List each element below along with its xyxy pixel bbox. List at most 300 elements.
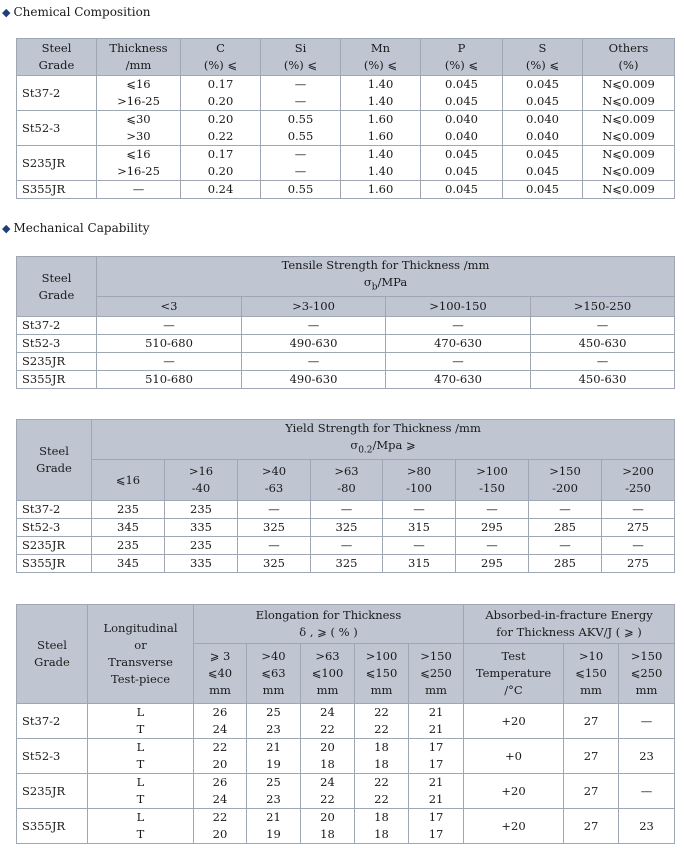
value-cell	[583, 181, 675, 199]
cell-line: 22	[212, 740, 228, 754]
column-header	[261, 39, 341, 76]
value-cell: 345	[92, 555, 165, 573]
tensile-unit	[97, 274, 674, 296]
value-cell: 345	[92, 519, 165, 537]
cell-line: 0.17	[207, 77, 234, 91]
value-cell	[194, 774, 247, 809]
energy-column-header	[619, 644, 675, 704]
grade-header	[17, 420, 92, 501]
cell-line: S	[538, 41, 547, 55]
unit-subscript: b	[371, 282, 378, 293]
value-cell	[341, 181, 421, 199]
table-row	[17, 704, 675, 739]
value-cell: 470-630	[386, 335, 531, 353]
cell-line: T	[136, 827, 145, 841]
cell-line: >100	[476, 464, 508, 479]
cell-line: 0.045	[526, 164, 559, 178]
value-cell	[409, 809, 464, 844]
diamond-bullet-icon: ◆	[2, 6, 11, 19]
cell-line: Temperature	[475, 666, 552, 680]
value-cell: —	[242, 317, 386, 335]
value-cell	[261, 76, 341, 111]
energy-value-cell: +20	[464, 774, 564, 809]
value-cell: 315	[383, 555, 456, 573]
thickness-column-header: <3	[97, 297, 242, 317]
value-cell: 275	[602, 519, 675, 537]
cell-line: 19	[266, 827, 281, 841]
cell-line: P	[457, 41, 466, 55]
value-cell	[355, 809, 409, 844]
energy-title-header	[464, 605, 675, 644]
value-cell	[421, 76, 503, 111]
value-cell: 235	[92, 501, 165, 519]
orientation-cell	[88, 809, 194, 844]
cell-line: Steel	[37, 638, 67, 652]
cell-line: N⩽0.009	[602, 112, 655, 126]
value-cell	[261, 181, 341, 199]
cell-line: >10	[578, 649, 604, 663]
value-cell: —	[456, 501, 529, 519]
tensile-strength-table	[16, 256, 675, 389]
grade-cell: S235JR	[17, 537, 92, 555]
cell-line: (%) ⩽	[203, 58, 238, 72]
cell-line: 22	[374, 705, 389, 719]
cell-line: 20	[212, 827, 228, 841]
cell-line: (%) ⩽	[363, 58, 398, 72]
cell-line: Longitudinal	[103, 621, 178, 635]
energy-column-header	[564, 644, 619, 704]
header-row	[17, 257, 675, 297]
cell-line: N⩽0.009	[602, 77, 655, 91]
cell-line: 0.045	[526, 77, 559, 91]
value-cell: —	[386, 317, 531, 335]
value-cell	[181, 111, 261, 146]
table-row	[17, 76, 675, 111]
value-cell	[503, 146, 583, 181]
cell-line: 21	[266, 740, 281, 754]
orientation-header	[88, 605, 194, 704]
tensile-title-header	[97, 257, 675, 297]
value-cell	[421, 111, 503, 146]
cell-line: Grade	[36, 461, 72, 476]
cell-line: Grade	[38, 58, 75, 72]
cell-line: 0.20	[207, 94, 234, 108]
column-header	[503, 39, 583, 76]
value-cell	[503, 76, 583, 111]
cell-line: mm	[580, 683, 602, 697]
cell-line: 0.040	[526, 112, 559, 126]
value-cell	[181, 146, 261, 181]
cell-line: —	[294, 77, 307, 91]
value-cell: 450-630	[531, 371, 675, 389]
value-cell: —	[311, 537, 383, 555]
cell-line: /mm	[125, 58, 152, 72]
value-cell: 325	[238, 519, 311, 537]
cell-line: Test-piece	[110, 672, 171, 686]
cell-line: Test	[501, 649, 526, 663]
table-row	[17, 317, 675, 335]
cell-line: 0.045	[445, 77, 478, 91]
cell-line: N⩽0.009	[602, 147, 655, 161]
cell-line: L	[136, 740, 145, 754]
cell-line: for Thickness AKV/J ( ⩾ )	[496, 625, 642, 639]
value-cell: —	[311, 501, 383, 519]
value-cell	[194, 809, 247, 844]
cell-line: (%)	[618, 58, 639, 72]
cell-line: 24	[320, 705, 335, 719]
value-cell: 325	[311, 555, 383, 573]
value-cell: —	[531, 353, 675, 371]
value-cell	[97, 111, 181, 146]
cell-line: 17	[428, 757, 444, 771]
value-cell: —	[383, 501, 456, 519]
value-cell	[247, 704, 301, 739]
energy-value-cell: 23	[619, 739, 675, 774]
value-cell	[301, 739, 355, 774]
column-header	[341, 39, 421, 76]
value-cell: 235	[165, 501, 238, 519]
cell-line: -100	[406, 481, 432, 496]
cell-line: T	[136, 792, 145, 806]
cell-line: 24	[212, 722, 228, 736]
cell-line: 0.55	[287, 182, 314, 196]
thickness-column-header: >100-150	[386, 297, 531, 317]
thickness-column-header	[529, 460, 602, 501]
value-cell	[409, 704, 464, 739]
chemical-composition-table	[16, 38, 675, 199]
energy-value-cell: 27	[564, 739, 619, 774]
value-cell	[194, 739, 247, 774]
unit-text: /MPa	[377, 275, 408, 289]
value-cell	[301, 704, 355, 739]
grade-cell: S355JR	[17, 181, 97, 199]
grade-cell: St52-3	[17, 335, 97, 353]
value-cell: 235	[92, 537, 165, 555]
cell-line: (%) ⩽	[283, 58, 318, 72]
cell-line: >63	[315, 649, 340, 663]
value-cell	[583, 146, 675, 181]
cell-line: 18	[374, 827, 389, 841]
value-cell: —	[602, 501, 675, 519]
grade-cell: St37-2	[17, 317, 97, 335]
table-row	[17, 774, 675, 809]
grade-header	[17, 257, 97, 317]
cell-line: >40	[261, 649, 286, 663]
grade-header	[17, 605, 88, 704]
cell-line: (%) ⩽	[444, 58, 479, 72]
cell-line: 20	[320, 740, 335, 754]
cell-line: 0.20	[207, 164, 234, 178]
cell-line: 23	[266, 722, 281, 736]
cell-line: >16	[188, 464, 214, 479]
value-cell: —	[238, 501, 311, 519]
value-cell	[583, 76, 675, 111]
value-cell: —	[529, 501, 602, 519]
cell-line: —	[294, 147, 307, 161]
value-cell: 510-680	[97, 371, 242, 389]
value-cell	[247, 774, 301, 809]
cell-line: —	[294, 94, 307, 108]
cell-line: 18	[374, 810, 389, 824]
header-row	[17, 420, 675, 460]
cell-line: 17	[428, 740, 444, 754]
cell-line: 1.60	[367, 182, 394, 196]
energy-column-header	[464, 644, 564, 704]
value-cell: 285	[529, 519, 602, 537]
table-row	[17, 335, 675, 353]
yield-title-header	[92, 420, 675, 460]
thickness-column-header	[311, 460, 383, 501]
cell-line: 21	[266, 810, 281, 824]
cell-line: mm	[635, 683, 658, 697]
table-row	[17, 519, 675, 537]
cell-line: 0.17	[207, 147, 234, 161]
value-cell	[181, 181, 261, 199]
grade-cell: S235JR	[17, 774, 88, 809]
cell-line: ⩾ 3	[209, 649, 231, 663]
cell-line: 0.22	[207, 129, 234, 143]
table-row	[17, 371, 675, 389]
value-cell: —	[97, 317, 242, 335]
cell-line: N⩽0.009	[602, 129, 655, 143]
cell-line: mm	[316, 683, 339, 697]
cell-line: δ , ⩾ ( % )	[299, 625, 358, 639]
cell-line: 0.55	[287, 112, 314, 126]
cell-line: 0.045	[445, 164, 478, 178]
cell-line: N⩽0.009	[602, 164, 655, 178]
cell-line: Steel	[41, 41, 72, 55]
cell-line: >16-25	[117, 94, 160, 108]
value-cell	[97, 76, 181, 111]
value-cell: 490-630	[242, 335, 386, 353]
cell-line: Steel	[41, 270, 72, 285]
value-cell: —	[386, 353, 531, 371]
cell-line: 1.40	[367, 77, 394, 91]
cell-line: Grade	[38, 287, 75, 302]
cell-line: mm	[370, 683, 393, 697]
value-cell: —	[97, 353, 242, 371]
cell-line: 0.040	[445, 129, 478, 143]
cell-line: >150	[549, 464, 581, 479]
cell-line: ⩽16	[126, 77, 151, 91]
table-row	[17, 353, 675, 371]
cell-line: 21	[428, 705, 444, 719]
value-cell: —	[529, 537, 602, 555]
grade-cell: S355JR	[17, 809, 88, 844]
cell-line: 18	[374, 740, 389, 754]
cell-line: 0.045	[445, 94, 478, 108]
orientation-cell	[88, 739, 194, 774]
elongation-energy-table	[16, 604, 675, 844]
thickness-column-header	[194, 644, 247, 704]
cell-line: ⩽30	[126, 112, 151, 126]
header-row	[17, 605, 675, 644]
cell-line: Thickness	[109, 41, 168, 55]
subheader-row	[17, 297, 675, 317]
cell-line: >80	[406, 464, 432, 479]
cell-line: ⩽16	[126, 147, 151, 161]
yield-unit	[92, 437, 674, 459]
cell-line: -63	[264, 481, 284, 496]
cell-line: 18	[320, 827, 335, 841]
value-cell: —	[242, 353, 386, 371]
grade-cell: St52-3	[17, 519, 92, 537]
table-row	[17, 146, 675, 181]
orientation-cell	[88, 774, 194, 809]
value-cell: 315	[383, 519, 456, 537]
cell-line: Transverse	[108, 655, 173, 669]
column-header	[181, 39, 261, 76]
orientation-cell	[88, 704, 194, 739]
cell-line: N⩽0.009	[602, 182, 655, 196]
cell-line: mm	[209, 683, 231, 697]
value-cell	[261, 146, 341, 181]
table-row	[17, 181, 675, 199]
cell-line: 22	[374, 792, 389, 806]
cell-line: N⩽0.009	[602, 94, 655, 108]
value-cell	[301, 774, 355, 809]
grade-cell: St52-3	[17, 739, 88, 774]
value-cell	[247, 809, 301, 844]
thickness-column-header: >150-250	[531, 297, 675, 317]
cell-line: 22	[212, 810, 228, 824]
cell-line: mm	[262, 683, 285, 697]
cell-line: >30	[126, 129, 151, 143]
cell-line: 17	[428, 827, 444, 841]
thickness-column-header	[301, 644, 355, 704]
thickness-column-header	[238, 460, 311, 501]
cell-line: mm	[425, 683, 447, 697]
grade-cell: S355JR	[17, 555, 92, 573]
value-cell	[341, 111, 421, 146]
thickness-column-header: >3-100	[242, 297, 386, 317]
cell-line: 20	[320, 810, 335, 824]
cell-line: >150	[630, 649, 663, 663]
header-row	[17, 39, 675, 76]
cell-line: -80	[337, 481, 356, 496]
grade-cell: St52-3	[17, 111, 97, 146]
cell-line: 0.045	[526, 94, 559, 108]
cell-line: T	[136, 757, 145, 771]
cell-line: ⩽100	[311, 666, 344, 680]
cell-line: 21	[428, 775, 444, 789]
cell-line: 1.40	[367, 147, 394, 161]
value-cell	[355, 774, 409, 809]
value-cell	[355, 704, 409, 739]
thickness-column-header	[165, 460, 238, 501]
cell-line: -40	[191, 481, 211, 496]
value-cell: —	[602, 537, 675, 555]
value-cell	[583, 111, 675, 146]
cell-line: ⩽250	[630, 666, 663, 680]
cell-line: 0.040	[445, 112, 478, 126]
value-cell: 510-680	[97, 335, 242, 353]
column-header	[97, 39, 181, 76]
value-cell	[503, 181, 583, 199]
cell-line: >200	[622, 464, 654, 479]
value-cell: 325	[238, 555, 311, 573]
cell-line: C	[216, 41, 225, 55]
cell-line: 18	[374, 757, 389, 771]
grade-cell: St37-2	[17, 704, 88, 739]
yield-title: Yield Strength for Thickness /mm	[285, 421, 481, 435]
cell-line: 19	[266, 757, 281, 771]
thickness-column-header	[92, 460, 165, 501]
cell-line: 1.60	[367, 129, 394, 143]
value-cell	[97, 181, 181, 199]
cell-line: -150	[479, 481, 505, 496]
cell-line: 0.045	[445, 147, 478, 161]
value-cell	[261, 111, 341, 146]
tensile-title: Tensile Strength for Thickness /mm	[281, 258, 490, 272]
cell-line: L	[136, 775, 145, 789]
value-cell	[341, 146, 421, 181]
cell-line: 0.045	[445, 182, 478, 196]
cell-line: /°C	[504, 683, 523, 697]
cell-line: 21	[428, 722, 444, 736]
cell-line: ⩽40	[207, 666, 233, 680]
cell-line: 22	[320, 722, 335, 736]
cell-line: Others	[608, 41, 649, 55]
cell-line: ⩽150	[575, 666, 607, 680]
cell-line: Mn	[370, 41, 391, 55]
value-cell: —	[531, 317, 675, 335]
value-cell: 285	[529, 555, 602, 573]
thickness-column-header	[409, 644, 464, 704]
cell-line: ⩽63	[261, 666, 286, 680]
value-cell	[301, 809, 355, 844]
cell-line: ⩽250	[420, 666, 452, 680]
value-cell: —	[456, 537, 529, 555]
cell-line: —	[132, 182, 145, 196]
diamond-bullet-icon: ◆	[2, 222, 11, 235]
cell-line: Elongation for Thickness	[255, 608, 402, 622]
value-cell: —	[238, 537, 311, 555]
value-cell	[97, 146, 181, 181]
value-cell: 295	[456, 519, 529, 537]
cell-line: L	[136, 705, 145, 719]
energy-value-cell: —	[619, 704, 675, 739]
thickness-column-header	[355, 644, 409, 704]
value-cell	[194, 704, 247, 739]
grade-cell: S355JR	[17, 371, 97, 389]
cell-line: -200	[552, 481, 578, 496]
cell-line: 22	[374, 722, 389, 736]
cell-line: T	[136, 722, 145, 736]
unit-symbol: σ	[350, 438, 359, 452]
cell-line: 22	[320, 792, 335, 806]
cell-line: -250	[625, 481, 651, 496]
yield-strength-table	[16, 419, 675, 573]
table-row	[17, 555, 675, 573]
cell-line: Absorbed-in-fracture Energy	[485, 608, 653, 622]
cell-line: Steel	[39, 444, 69, 459]
cell-line: —	[294, 164, 307, 178]
chemical-section-title: ◆ Chemical Composition	[2, 5, 151, 19]
value-cell	[409, 774, 464, 809]
value-cell	[421, 146, 503, 181]
cell-line: 22	[374, 775, 389, 789]
cell-line: 17	[428, 810, 444, 824]
cell-line: (%) ⩽	[525, 58, 560, 72]
cell-line: 0.20	[207, 112, 234, 126]
cell-line: 20	[212, 757, 228, 771]
cell-line: 0.045	[526, 182, 559, 196]
cell-line: 1.40	[367, 94, 394, 108]
cell-line: ⩽150	[365, 666, 398, 680]
cell-line: Si	[294, 41, 307, 55]
grade-cell: St37-2	[17, 501, 92, 519]
